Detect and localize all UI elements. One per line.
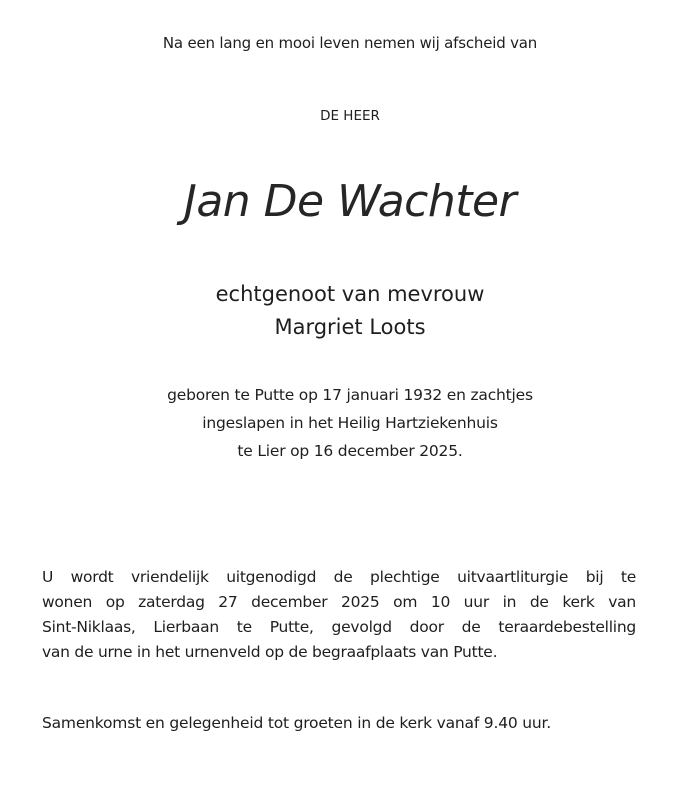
deceased-name: Jan De Wachter [183, 176, 517, 227]
passing-date-line: te Lier op 16 december 2025. [237, 442, 463, 460]
ceremony-paragraph [42, 565, 636, 665]
ceremony-line: van de urne in het urnenveld op de begraafplaats van Putte. [42, 643, 498, 661]
honorific: DE HEER [320, 108, 380, 124]
gathering-info: Samenkomst en gelegenheid tot groeten in de kerk vanaf 9.40 uur. [42, 714, 551, 732]
intro-text: Na een lang en mooi leven nemen wij afscheid van [162, 34, 538, 52]
ceremony-line: U wordt vriendelijk uitgenodigd de plechtige uitvaartliturgie bij te [42, 568, 636, 586]
spouse-name: Margriet Loots [274, 315, 426, 339]
spouse-relation: echtgenoot van mevrouw [215, 282, 485, 306]
passing-place-line: ingeslapen in het Heilig Hartziekenhuis [202, 414, 498, 432]
birth-line: geboren te Putte op 17 januari 1932 en zachtjes [167, 386, 533, 404]
ceremony-line: Sint-Niklaas, Lierbaan te Putte, gevolgd door de teraardebestelling [42, 618, 636, 636]
ceremony-line: wonen op zaterdag 27 december 2025 om 10 uur in de kerk van [42, 593, 636, 611]
